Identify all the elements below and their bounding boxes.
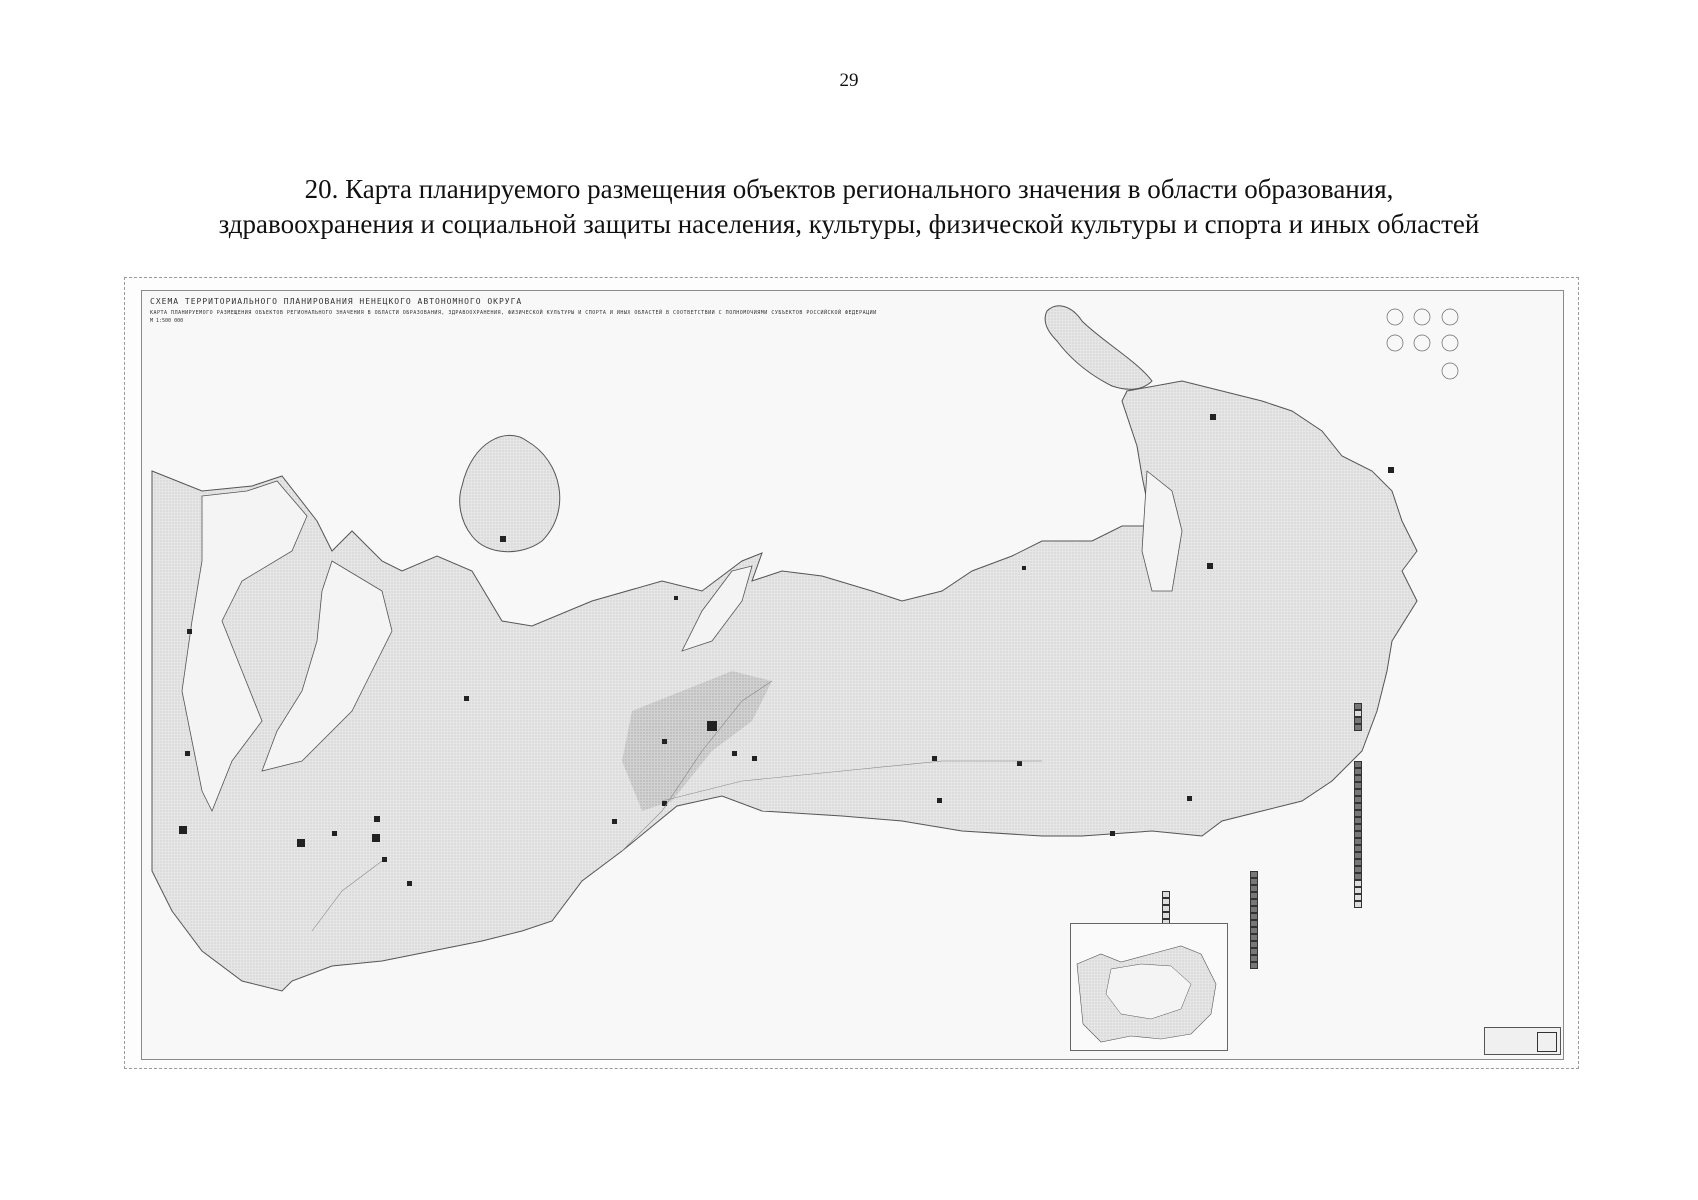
legend-swatch xyxy=(1354,838,1362,845)
legend-swatch xyxy=(1250,941,1258,948)
settlement-marker xyxy=(662,801,667,806)
legend-swatch xyxy=(1354,859,1362,866)
legend-swatch xyxy=(1354,887,1362,894)
settlement-marker xyxy=(407,881,412,886)
settlement-marker xyxy=(332,831,337,836)
legend-row xyxy=(1162,905,1242,912)
legend-row xyxy=(1250,878,1350,885)
settlement-marker xyxy=(372,834,380,842)
legend-swatch xyxy=(1250,920,1258,927)
legend-row xyxy=(1354,873,1454,880)
legend-swatch xyxy=(1354,789,1362,796)
legend-swatch xyxy=(1250,892,1258,899)
legend-row xyxy=(1162,898,1242,905)
inset-map xyxy=(1070,923,1228,1051)
legend-row xyxy=(1354,768,1454,775)
legend-row xyxy=(1250,920,1350,927)
legend-swatch xyxy=(1354,901,1362,908)
legend-swatch xyxy=(1354,873,1362,880)
legend-row xyxy=(1162,891,1242,898)
legend-swatch xyxy=(1354,880,1362,887)
legend-row xyxy=(1250,962,1350,969)
legend-swatch xyxy=(1250,913,1258,920)
legend-block-3 xyxy=(1250,871,1350,969)
legend-row xyxy=(1354,845,1454,852)
legend-swatch xyxy=(1354,803,1362,810)
settlement-marker xyxy=(937,798,942,803)
settlement-marker xyxy=(374,816,380,822)
settlement-marker xyxy=(185,751,190,756)
legend-row xyxy=(1354,824,1454,831)
legend-swatch xyxy=(1250,906,1258,913)
settlement-marker xyxy=(1207,563,1213,569)
settlement-marker xyxy=(752,756,757,761)
settlement-marker xyxy=(932,756,937,761)
legend-swatch xyxy=(1354,703,1362,710)
legend-swatch xyxy=(1250,948,1258,955)
legend-row xyxy=(1354,838,1454,845)
inset-map-drawing xyxy=(1071,924,1227,1050)
legend-row xyxy=(1354,866,1454,873)
settlement-marker xyxy=(1187,796,1192,801)
settlement-marker xyxy=(1388,467,1394,473)
legend-swatch xyxy=(1354,817,1362,824)
settlement-marker xyxy=(674,596,678,600)
legend-row xyxy=(1354,859,1454,866)
legend-row xyxy=(1250,948,1350,955)
legend-row xyxy=(1250,885,1350,892)
legend-row xyxy=(1354,703,1454,710)
legend-row xyxy=(1250,892,1350,899)
legend-row xyxy=(1354,782,1454,789)
legend-swatch xyxy=(1250,955,1258,962)
settlement-marker xyxy=(732,751,737,756)
legend-row xyxy=(1250,941,1350,948)
legend-row xyxy=(1162,912,1242,919)
legend-row xyxy=(1354,710,1454,717)
legend-swatch xyxy=(1354,824,1362,831)
legend-swatch xyxy=(1354,866,1362,873)
legend-swatch xyxy=(1354,775,1362,782)
map-header-title: СХЕМА ТЕРРИТОРИАЛЬНОГО ПЛАНИРОВАНИЯ НЕНЕЦКОГО АВТОНОМНОГО ОКРУГА xyxy=(150,297,523,306)
legend-swatch xyxy=(1162,891,1170,898)
legend-row xyxy=(1250,913,1350,920)
legend-row xyxy=(1354,761,1454,768)
legend-row xyxy=(1250,927,1350,934)
legend-row xyxy=(1354,796,1454,803)
kolguev-island xyxy=(460,435,560,551)
page-number: 29 xyxy=(839,70,859,91)
map-header xyxy=(150,297,877,324)
settlement-marker xyxy=(500,536,506,542)
map-header-scale: М 1:500 000 xyxy=(150,318,184,324)
legend-swatch xyxy=(1162,912,1170,919)
page-title xyxy=(0,172,1698,242)
map-sheet xyxy=(141,290,1564,1060)
legend-block-1 xyxy=(1354,703,1454,731)
settlement-marker xyxy=(187,629,192,634)
key-diagrams xyxy=(1387,309,1458,379)
legend-swatch xyxy=(1354,761,1362,768)
legend-swatch xyxy=(1354,710,1362,717)
legend-swatch xyxy=(1250,871,1258,878)
settlement-marker xyxy=(612,819,617,824)
legend-swatch xyxy=(1162,905,1170,912)
legend-row xyxy=(1354,724,1454,731)
legend-swatch xyxy=(1354,845,1362,852)
settlement-marker xyxy=(382,857,387,862)
settlement-marker xyxy=(662,739,667,744)
legend-row xyxy=(1354,803,1454,810)
legend-swatch xyxy=(1250,899,1258,906)
legend-swatch xyxy=(1354,810,1362,817)
legend-row xyxy=(1354,880,1454,887)
title-block-stamp xyxy=(1484,1027,1561,1055)
legend-row xyxy=(1354,789,1454,796)
legend-swatch xyxy=(1354,894,1362,901)
legend-swatch xyxy=(1250,934,1258,941)
legend-swatch xyxy=(1354,717,1362,724)
map-frame xyxy=(124,277,1579,1069)
title-line-1: 20. Карта планируемого размещения объектов регионального значения в области образования, xyxy=(304,174,1394,204)
map-header-subtitle: КАРТА ПЛАНИРУЕМОГО РАЗМЕЩЕНИЯ ОБЪЕКТОВ РЕГИОНАЛЬНОГО ЗНАЧЕНИЯ В ОБЛАСТИ ОБРАЗОВАНИЯ, ЗДРАВООХРАНЕНИЯ, ФИЗИЧЕСКОЙ КУЛЬТУРЫ И СПОРТА И ИНЫХ ОБЛАСТЕЙ В СООТВЕТСТВИИ С ПОЛНОМОЧИЯМИ СУБЪЕКТОВ РОССИЙСКОЙ ФЕДЕРАЦИИ xyxy=(150,310,877,316)
legend-row xyxy=(1354,717,1454,724)
legend-row xyxy=(1250,955,1350,962)
settlement-marker xyxy=(1110,831,1115,836)
legend-row xyxy=(1354,817,1454,824)
settlement-marker xyxy=(707,721,717,731)
company-logo-icon xyxy=(1537,1032,1557,1052)
legend-swatch xyxy=(1162,898,1170,905)
legend-swatch xyxy=(1250,962,1258,969)
legend-swatch xyxy=(1354,831,1362,838)
settlement-marker xyxy=(464,696,469,701)
settlement-marker xyxy=(1017,761,1022,766)
legend-block-2 xyxy=(1354,761,1454,908)
legend-row xyxy=(1250,899,1350,906)
legend-row xyxy=(1354,852,1454,859)
legend-row xyxy=(1354,810,1454,817)
settlement-marker xyxy=(1022,566,1026,570)
legend-row xyxy=(1354,887,1454,894)
settlement-marker xyxy=(297,839,305,847)
legend-swatch xyxy=(1354,796,1362,803)
legend-row xyxy=(1354,901,1454,908)
legend-swatch xyxy=(1354,724,1362,731)
legend-row xyxy=(1250,906,1350,913)
legend-row xyxy=(1250,934,1350,941)
legend-row xyxy=(1354,831,1454,838)
vaygach-island xyxy=(1045,306,1152,389)
legend-swatch xyxy=(1354,768,1362,775)
settlement-marker xyxy=(179,826,187,834)
legend-swatch xyxy=(1250,927,1258,934)
legend-row xyxy=(1250,871,1350,878)
title-line-2: здравоохранения и социальной защиты населения, культуры, физической культуры и спорта и иных областей xyxy=(218,209,1480,239)
legend-row xyxy=(1354,775,1454,782)
legend-swatch xyxy=(1250,885,1258,892)
legend-swatch xyxy=(1250,878,1258,885)
legend-swatch xyxy=(1354,782,1362,789)
legend-swatch xyxy=(1354,852,1362,859)
settlement-marker xyxy=(1210,414,1216,420)
legend-row xyxy=(1354,894,1454,901)
